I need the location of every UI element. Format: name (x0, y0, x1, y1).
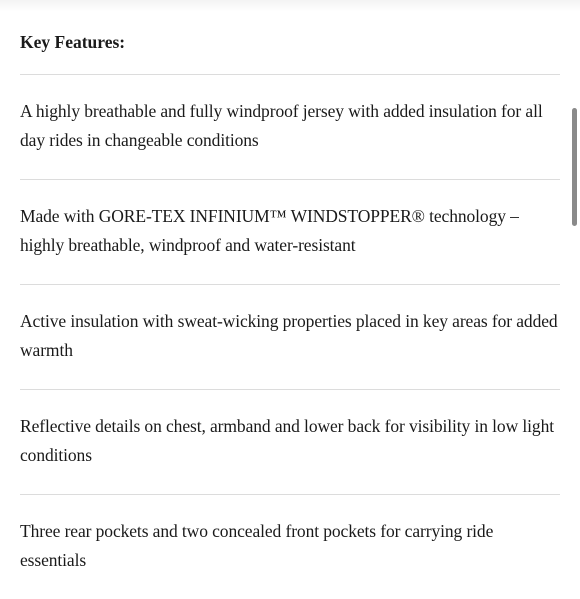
feature-item: Made with GORE-TEX INFINIUM™ WINDSTOPPER® technology – highly breathable, windproof and water-resistant (20, 179, 560, 284)
feature-list (20, 74, 560, 599)
key-features-heading: Key Features: (20, 32, 126, 52)
feature-item: Active insulation with sweat-wicking properties placed in key areas for added warmth (20, 284, 560, 389)
key-features-section (20, 28, 560, 599)
feature-item: Reflective details on chest, armband and lower back for visibility in low light conditions (20, 389, 560, 494)
top-fade (0, 0, 580, 12)
feature-item: A highly breathable and fully windproof jersey with added insulation for all day rides in changeable conditions (20, 74, 560, 179)
scrollbar-thumb[interactable] (572, 108, 577, 226)
scrollbar[interactable] (572, 108, 577, 226)
feature-item: Three rear pockets and two concealed front pockets for carrying ride essentials (20, 494, 560, 599)
